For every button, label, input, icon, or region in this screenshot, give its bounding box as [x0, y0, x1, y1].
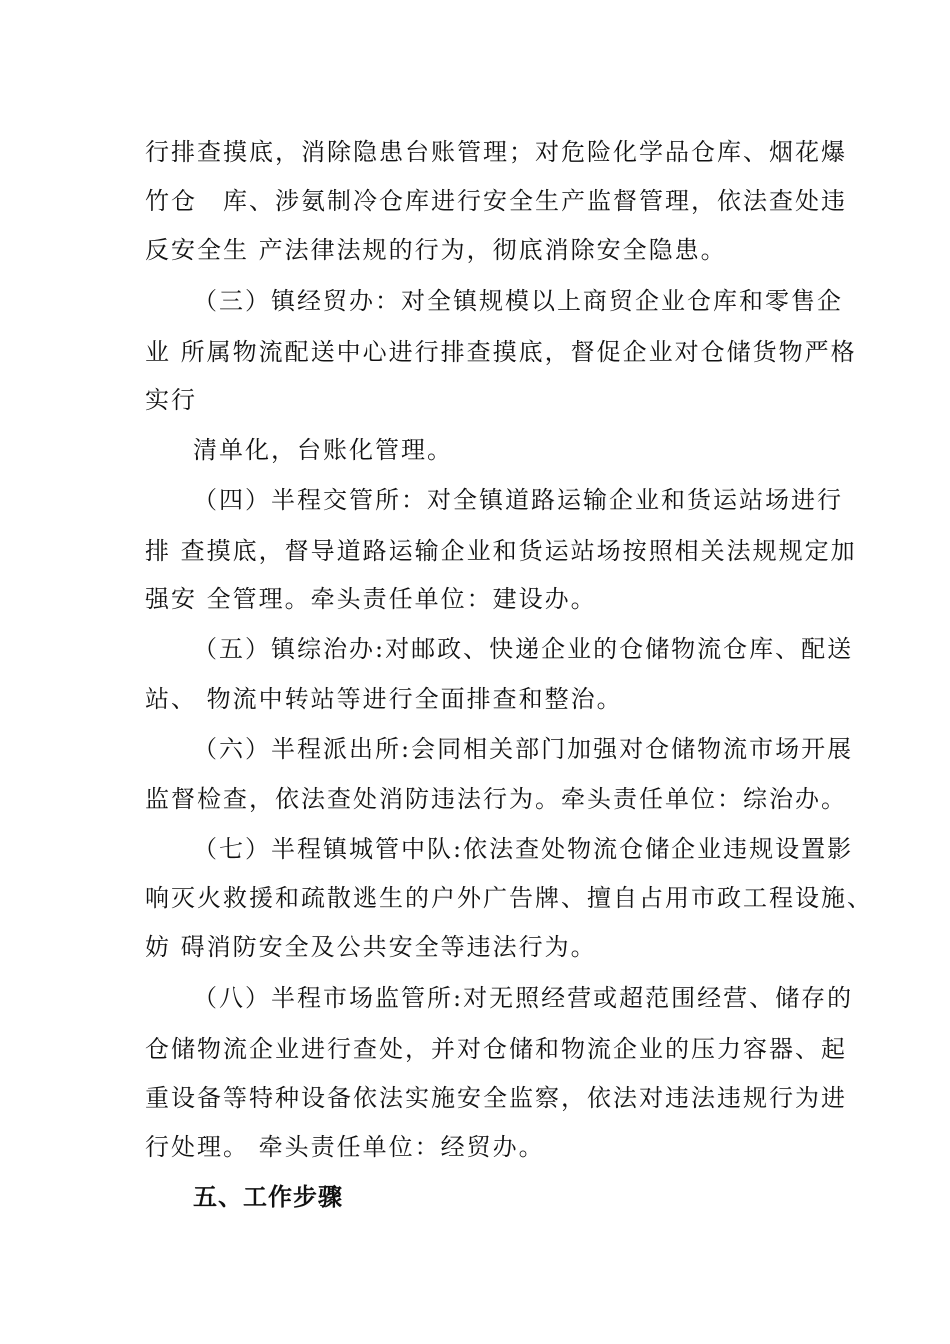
text-line: 行处理。 牵头责任单位：经贸办。: [145, 1133, 545, 1161]
text-line: 竹仓 库、涉氨制冷仓库进行安全生产监督管理，依法查处违: [145, 187, 847, 215]
paragraph-start: （六）半程派出所:会同相关部门加强对仓储物流市场开展: [193, 735, 854, 763]
text-line: 监督检查，依法查处消防违法行为。牵头责任单位：综治办。: [145, 785, 847, 813]
text-line: 排 查摸底，督导道路运输企业和货运站场按照相关法规规定加: [145, 537, 857, 565]
text-line: 清单化，台账化管理。: [193, 436, 453, 464]
text-line: 站、 物流中转站等进行全面排查和整治。: [145, 685, 623, 713]
paragraph-start: （七）半程镇城管中队:依法查处物流仓储企业违规设置影: [193, 835, 854, 863]
text-line: 响灭火救援和疏散逃生的户外广告牌、擅自占用市政工程设施、: [145, 884, 873, 912]
text-line: 业 所属物流配送中心进行排查摸底，督促企业对仓储货物严格: [145, 338, 857, 366]
text-line: 强安 全管理。牵头责任单位：建设办。: [145, 585, 597, 613]
paragraph-start: （四）半程交管所：对全镇道路运输企业和货运站场进行: [193, 486, 843, 514]
paragraph-start: （三）镇经贸办：对全镇规模以上商贸企业仓库和零售企: [193, 287, 843, 315]
text-line: 行排查摸底，消除隐患台账管理；对危险化学品仓库、烟花爆: [145, 138, 847, 166]
paragraph-start: （五）镇综治办:对邮政、快递企业的仓储物流仓库、配送: [193, 635, 854, 663]
paragraph-start: （八）半程市场监管所:对无照经营或超范围经营、储存的: [193, 984, 854, 1012]
text-line: 仓储物流企业进行查处，并对仓储和物流企业的压力容器、起: [145, 1035, 847, 1063]
text-line: 实行: [145, 386, 197, 414]
text-line: 妨 碍消防安全及公共安全等违法行为。: [145, 933, 597, 961]
text-line: 反安全生 产法律法规的行为，彻底消除安全隐患。: [145, 236, 727, 264]
text-line: 重设备等特种设备依法实施安全监察，依法对违法违规行为进: [145, 1084, 847, 1112]
section-heading: 五、工作步骤: [193, 1183, 343, 1211]
